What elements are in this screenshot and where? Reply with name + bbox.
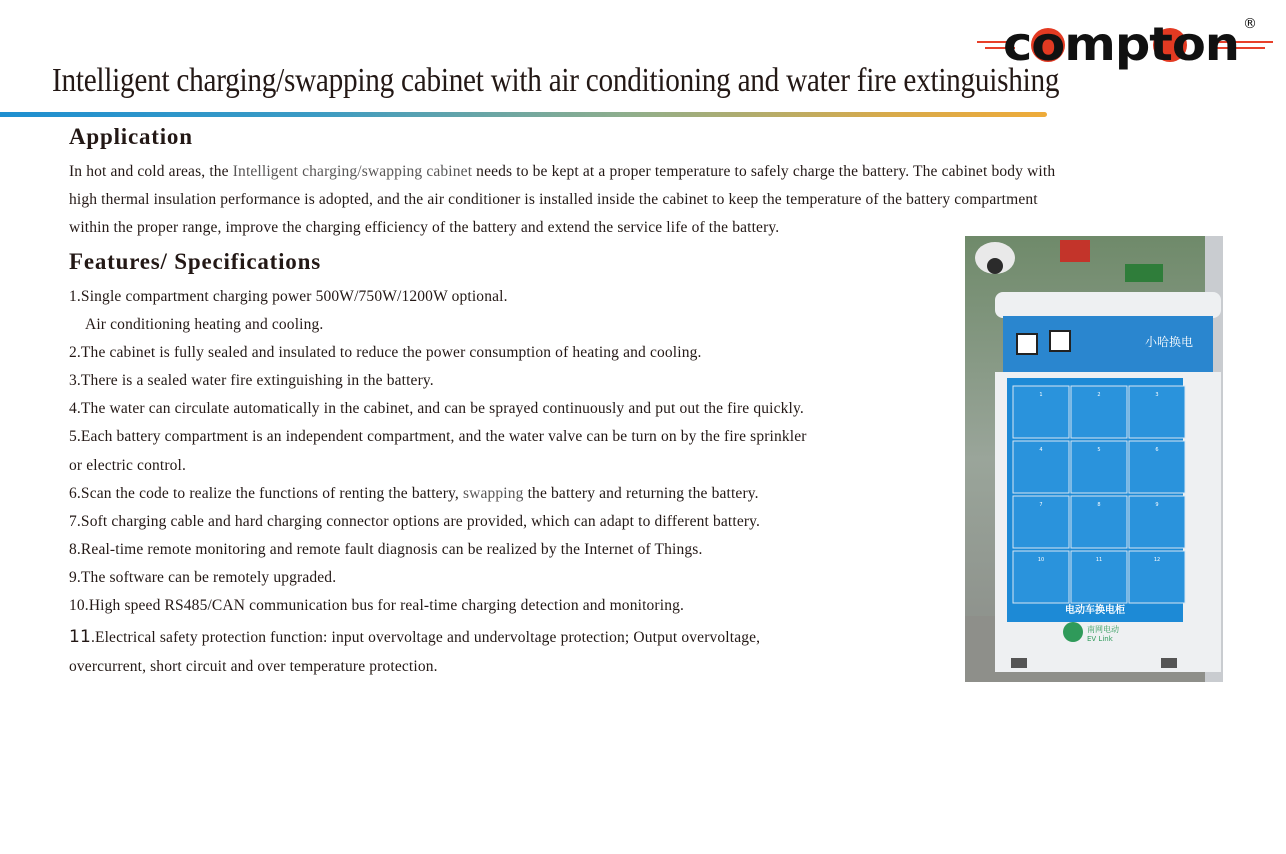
- footer-brand-en: EV Link: [1087, 635, 1113, 643]
- cabinet-door-number: 10: [1037, 557, 1045, 563]
- feature-6-highlight: swapping: [462, 485, 524, 502]
- features-heading: Features/ Specifications: [69, 249, 321, 274]
- footer-brand-cn: 南网电动: [1087, 625, 1119, 634]
- application-line-1: [69, 158, 1055, 186]
- registered-mark: ®: [1243, 16, 1257, 32]
- feature-5-continuation: or electric control.: [69, 457, 187, 474]
- feature-6-before: 6.Scan the code to realize the functions of renting the battery,: [69, 485, 463, 502]
- application-line-2: high thermal insulation performance is adopted, and the air conditioner is installed inside the cabinet to keep the temperature of the battery compartment: [69, 191, 1038, 208]
- application-highlight: Intelligent charging/swapping cabinet: [232, 163, 473, 180]
- cabinet-door-number: 12: [1153, 557, 1161, 563]
- cabinet-door-number: 2: [1097, 392, 1101, 398]
- feature-11-continuation: overcurrent, short circuit and over temperature protection.: [69, 658, 438, 675]
- cabinet-door-number: 5: [1097, 447, 1101, 453]
- cabinet-door-number: 7: [1039, 502, 1043, 508]
- feature-2: 2.The cabinet is fully sealed and insulated to reduce the power consumption of heating and cooling.: [69, 344, 702, 361]
- logo-wordmark: compton: [1003, 17, 1239, 71]
- title-gradient-rule: [0, 112, 1047, 117]
- qr-code: [1050, 331, 1070, 351]
- feature-6: [69, 480, 759, 508]
- green-sign: [1125, 264, 1163, 282]
- qr-code: [1017, 334, 1037, 354]
- cabinet-photo: [965, 236, 1223, 682]
- footer-brand-logo: [1063, 622, 1083, 642]
- feature-11: [69, 623, 760, 652]
- feature-7: 7.Soft charging cable and hard charging connector options are provided, which can adapt to different battery.: [69, 513, 761, 530]
- feature-11-number: 11: [69, 627, 91, 647]
- application-text-after: needs to be kept at a proper temperature to safely charge the battery. The cabinet body with: [472, 163, 1056, 180]
- cabinet-foot: [1161, 658, 1177, 668]
- cabinet-foot: [1011, 658, 1027, 668]
- feature-9: 9.The software can be remotely upgraded.: [69, 569, 337, 586]
- feature-1: 1.Single compartment charging power 500W/750W/1200W optional.: [69, 288, 508, 305]
- application-text-before: In hot and cold areas, the: [69, 163, 233, 180]
- cabinet-label: 电动车换电柜: [1065, 605, 1125, 616]
- cabinet-door-number: 4: [1039, 447, 1043, 453]
- cabinet-door-number: 9: [1155, 502, 1159, 508]
- panel-brand-text: 小哈换电: [1145, 335, 1194, 349]
- application-line-3: within the proper range, improve the charging efficiency of the battery and extend the service life of the battery.: [69, 219, 780, 236]
- cabinet-door-number: 8: [1097, 502, 1101, 508]
- feature-1-continuation: Air conditioning heating and cooling.: [85, 316, 324, 333]
- security-camera-lens: [987, 258, 1003, 274]
- red-decoration: [1060, 240, 1090, 262]
- feature-11-text: .Electrical safety protection function: input overvoltage and undervoltage protection; Output overvoltage,: [90, 629, 761, 646]
- page-title: Intelligent charging/swapping cabinet with air conditioning and water fire extinguishing: [52, 62, 1060, 99]
- feature-5: 5.Each battery compartment is an independent compartment, and the water valve can be turn on by the fire sprinkler: [69, 428, 807, 445]
- cabinet-top: [995, 292, 1221, 318]
- cabinet-door-number: 3: [1155, 392, 1159, 398]
- cabinet-door-number: 1: [1039, 392, 1043, 398]
- cabinet-door-number: 6: [1155, 447, 1159, 453]
- feature-6-after: the battery and returning the battery.: [523, 485, 759, 502]
- feature-3: 3.There is a sealed water fire extinguishing in the battery.: [69, 372, 434, 389]
- cabinet-door-number: 11: [1095, 557, 1103, 563]
- feature-10: 10.High speed RS485/CAN communication bus for real-time charging detection and monitoring.: [69, 597, 685, 614]
- feature-4: 4.The water can circulate automatically in the cabinet, and can be sprayed continuously and put out the fire quickly.: [69, 400, 804, 417]
- application-heading: Application: [69, 124, 193, 149]
- feature-8: 8.Real-time remote monitoring and remote fault diagnosis can be realized by the Internet of Things.: [69, 541, 703, 558]
